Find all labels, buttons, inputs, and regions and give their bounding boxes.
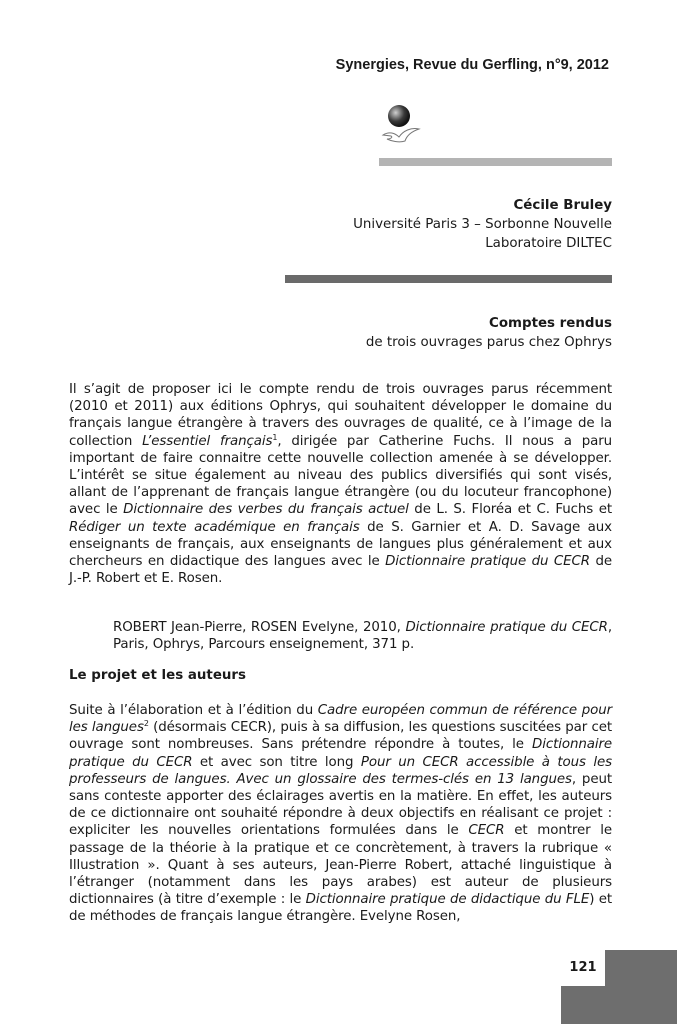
section-title: Comptes rendus	[489, 316, 612, 331]
divider-light	[379, 158, 612, 166]
page-corner-block	[605, 950, 677, 990]
body-paragraph: Suite à l’élaboration et à l’édition du Cadre européen commun de référence pour les langues$^2$ (désormais CECR), puis à sa diffusion, les questions suscitées par cet ouvrage sont nombreuses. Sans prétendre répondre à toutes, le Dictionnaire pratique du CECR et avec son titre long Pour un CECR accessible à tous les professeurs de langues. Avec un glossaire des termes-clés en 13 langues, peut sans conteste apporter des éclairages avertis en la matière. En effet, les auteurs de ce dictionnaire ont souhaité répondre à deux objectifs en réalisant ce projet : expliciter les nouvelles orientations formulées dans le CECR et montrer le passage de la théorie à la pratique et ce concrètement, à travers la rubrique « Illustration ». Quant à ses auteurs, Jean-Pierre Robert, attaché linguistique à l’étranger (notamment dans les pays arabes) est auteur de plusieurs dictionnaires (à titre d’exemple : le Dictionnaire pratique de didactique du FLE) et de méthodes de français langue étrangère. Evelyne Rosen,	[69, 703, 613, 925]
page-number: 121	[569, 960, 597, 975]
section-subtitle: de trois ouvrages parus chez Ophrys	[365, 335, 612, 350]
journal-header: Synergies, Revue du Gerfling, n°9, 2012	[335, 57, 609, 73]
journal-logo-icon	[381, 103, 421, 147]
page-corner-block-bottom	[561, 986, 677, 1024]
author-name: Cécile Bruley	[513, 198, 612, 213]
intro-paragraph: Il s’agit de proposer ici le compte rendu de trois ouvrages parus récemment (2010 et 2011) aux éditions Ophrys, qui souhaitent développer le domaine du français langue étrangère à travers des ouvrages de qualité, ce à l’image de la collection L’essentiel français$^1$, dirigée par Catherine Fuchs. Il nous a paru important de faire connaitre cette nouvelle collection amenée à se développer. L’intérêt se situe également au niveau des publics diversifiés qui sont visés, allant de l’apprenant de français langue étrangère (ou du locuteur francophone) avec le Dictionnaire des verbes du français actuel de L. S. Floréa et C. Fuchs et Rédiger un texte académique en français de S. Garnier et A. D. Savage aux enseignants de français, aux enseignants de langues plus généralement et aux chercheurs en didactique des langues avec le Dictionnaire pratique du CECR de J.-P. Robert et E. Rosen.	[69, 382, 613, 587]
author-block	[353, 196, 612, 253]
divider-dark	[285, 275, 612, 283]
author-lab: Laboratoire DILTEC	[485, 236, 612, 251]
book-reference: ROBERT Jean-Pierre, ROSEN Evelyne, 2010, Dictionnaire pratique du CECR, Paris, Ophrys, Parcours enseignement, 371 p.	[113, 620, 612, 653]
author-affiliation: Université Paris 3 – Sorbonne Nouvelle	[353, 217, 612, 232]
section-block	[366, 314, 612, 352]
subheading: Le projet et les auteurs	[69, 668, 247, 683]
